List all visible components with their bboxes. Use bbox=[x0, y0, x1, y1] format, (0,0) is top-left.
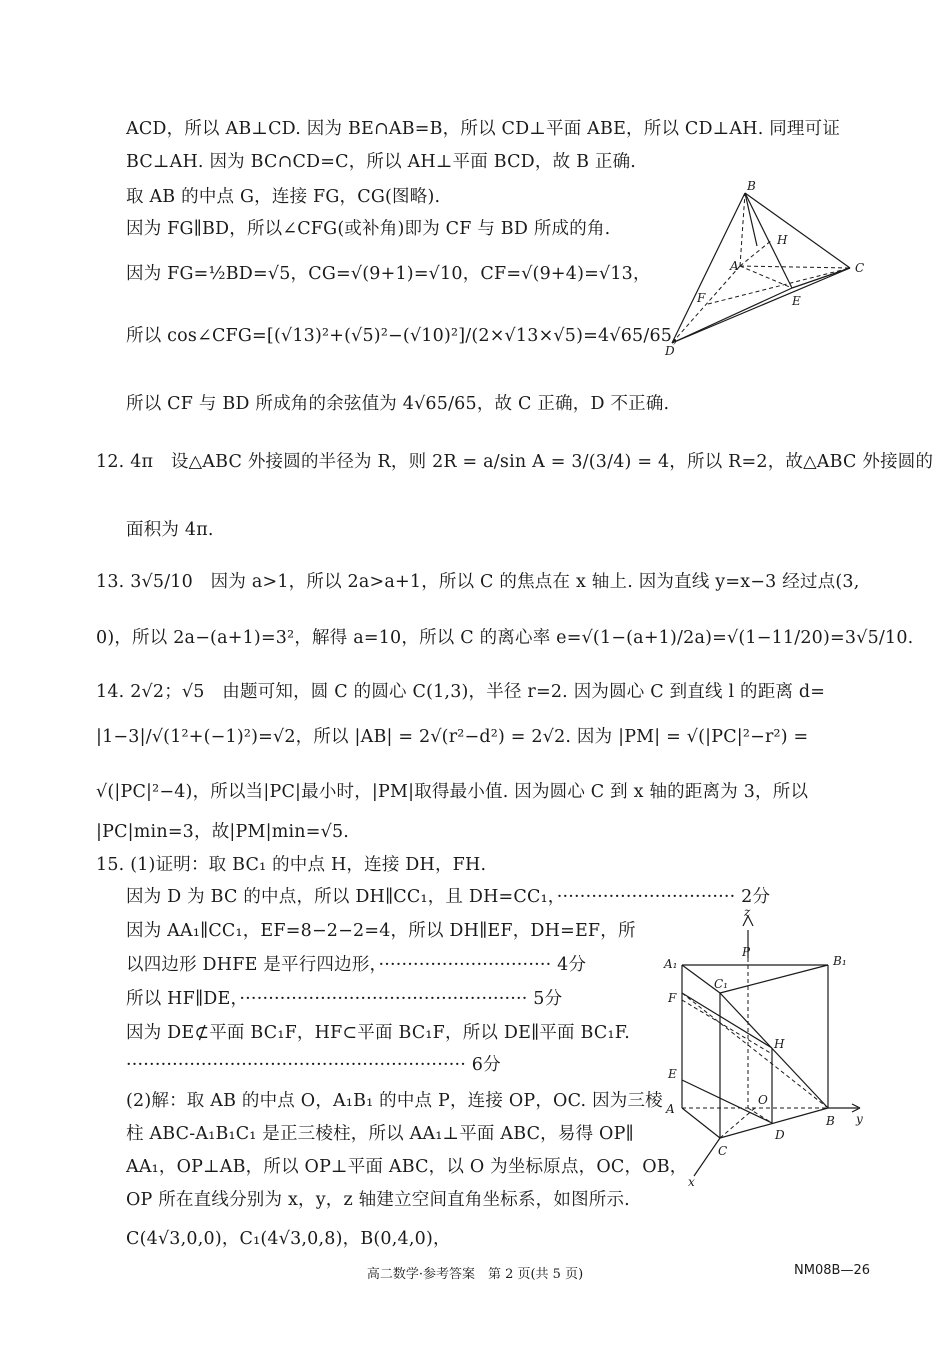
text-line: (2)解：取 AB 的中点 O，A₁B₁ 的中点 P，连接 OP，OC. 因为三棱 bbox=[126, 1091, 663, 1111]
figure2-label: C₁ bbox=[714, 977, 728, 991]
answer-12: 12. 4π 设△ABC 外接圆的半径为 R，则 2R = a/sin A = 3/(3/4) = 4，所以 R=2，故△ABC 外接圆的 bbox=[96, 452, 934, 472]
text-line: 所以 HF∥DE，·················································· 5分 bbox=[126, 989, 563, 1009]
text-line: √(|PC|²−4)，所以当|PC|最小时，|PM|取得最小值. 因为圆心 C 到 x 轴的距离为 3，所以 bbox=[96, 782, 809, 802]
prism-figure bbox=[660, 908, 880, 1190]
figure2-label: E bbox=[668, 1067, 677, 1081]
figure1-label: H bbox=[777, 233, 788, 247]
answer-14: 14. 2√2；√5 由题可知，圆 C 的圆心 C(1,3)，半径 r=2. 因为圆心 C 到直线 l 的距离 d= bbox=[96, 682, 826, 702]
formula-line: |1−3|/√(1²+(−1)²)=√2，所以 |AB| = 2√(r²−d²) = 2√2. 因为 |PM| = √(|PC|²−r²) = bbox=[96, 727, 809, 747]
formula-line: 所以 CF 与 BD 所成角的余弦值为 4√65/65，故 C 正确，D 不正确. bbox=[126, 394, 670, 414]
tetrahedron-figure bbox=[660, 178, 880, 360]
text-line: ··························································· 6分 bbox=[126, 1055, 501, 1075]
formula-line: 因为 FG=½BD=√5，CG=√(9+1)=√10，CF=√(9+4)=√13， bbox=[126, 264, 651, 284]
figure1-label: D bbox=[665, 344, 675, 358]
figure1-label: A bbox=[730, 259, 739, 273]
text-line: |PC|min=3，故|PM|min=√5. bbox=[96, 822, 350, 842]
answer-15: 15. (1)证明：取 BC₁ 的中点 H，连接 DH，FH. bbox=[96, 855, 487, 875]
text-line: 柱 ABC-A₁B₁C₁ 是正三棱柱，所以 AA₁⊥平面 ABC，易得 OP∥ bbox=[126, 1124, 634, 1144]
figure2-label: P bbox=[742, 945, 751, 959]
figure1-label: F bbox=[697, 291, 706, 305]
text-line: 因为 DE⊄平面 BC₁F，HF⊂平面 BC₁F，所以 DE∥平面 BC₁F. bbox=[126, 1023, 631, 1043]
figure1-label: C bbox=[855, 261, 865, 275]
figure2-label: A bbox=[666, 1102, 675, 1116]
text-line: 因为 FG∥BD，所以∠CFG(或补角)即为 CF 与 BD 所成的角. bbox=[126, 219, 611, 239]
formula-line: 所以 cos∠CFG=[(√13)²+(√5)²−(√10)²]/(2×√13×√5)=4√65/65， bbox=[126, 326, 690, 346]
text-line: 因为 D 为 BC 的中点，所以 DH∥CC₁，且 DH=CC₁，······························· 2分 bbox=[126, 887, 771, 907]
figure2-label: A₁ bbox=[664, 957, 678, 971]
text-line: 取 AB 的中点 G，连接 FG，CG(图略). bbox=[126, 187, 441, 207]
answer-13: 13. 3√5/10 因为 a>1，所以 2a>a+1，所以 C 的焦点在 x 轴上. 因为直线 y=x−3 经过点(3, bbox=[96, 572, 860, 592]
figure2-label: D bbox=[775, 1128, 785, 1142]
figure2-label: C bbox=[718, 1144, 728, 1158]
document-code: NM08B—26 bbox=[794, 1263, 870, 1278]
text-line: 因为 AA₁∥CC₁，EF=8−2−2=4，所以 DH∥EF，DH=EF，所 bbox=[126, 921, 636, 941]
figure2-label: O bbox=[758, 1093, 768, 1107]
figure2-label: B bbox=[826, 1114, 835, 1128]
text-line: 面积为 4π. bbox=[126, 520, 214, 540]
figure2-label: x bbox=[688, 1175, 695, 1189]
text-line: C(4√3,0,0)，C₁(4√3,0,8)，B(0,4,0)， bbox=[126, 1229, 451, 1249]
figure2-label: H bbox=[774, 1037, 785, 1051]
figure2-label: y bbox=[856, 1112, 863, 1126]
text-line: OP 所在直线分别为 x，y，z 轴建立空间直角坐标系，如图所示. bbox=[126, 1190, 630, 1210]
figure1-label: E bbox=[792, 294, 801, 308]
formula-line: 0)，所以 2a−(a+1)=3²，解得 a=10，所以 C 的离心率 e=√(1−(a+1)/2a)=√(1−11/20)=3√5/10. bbox=[96, 628, 914, 648]
figure2-label: B₁ bbox=[833, 954, 847, 968]
text-line: 以四边形 DHFE 是平行四边形，······························ 4分 bbox=[126, 955, 587, 975]
figure2-label: z bbox=[744, 908, 751, 919]
figure2-label: F bbox=[668, 991, 677, 1005]
text-line: ACD，所以 AB⊥CD. 因为 BE∩AB=B，所以 CD⊥平面 ABE，所以 CD⊥AH. 同理可证 bbox=[126, 119, 841, 139]
page-footer: 高二数学·参考答案 第 2 页(共 5 页) bbox=[366, 1267, 584, 1282]
text-line: AA₁，OP⊥AB，所以 OP⊥平面 ABC，以 O 为坐标原点，OC，OB， bbox=[126, 1157, 688, 1177]
figure1-label: B bbox=[747, 179, 756, 193]
text-line: BC⊥AH. 因为 BC∩CD=C，所以 AH⊥平面 BCD，故 B 正确. bbox=[126, 152, 637, 172]
